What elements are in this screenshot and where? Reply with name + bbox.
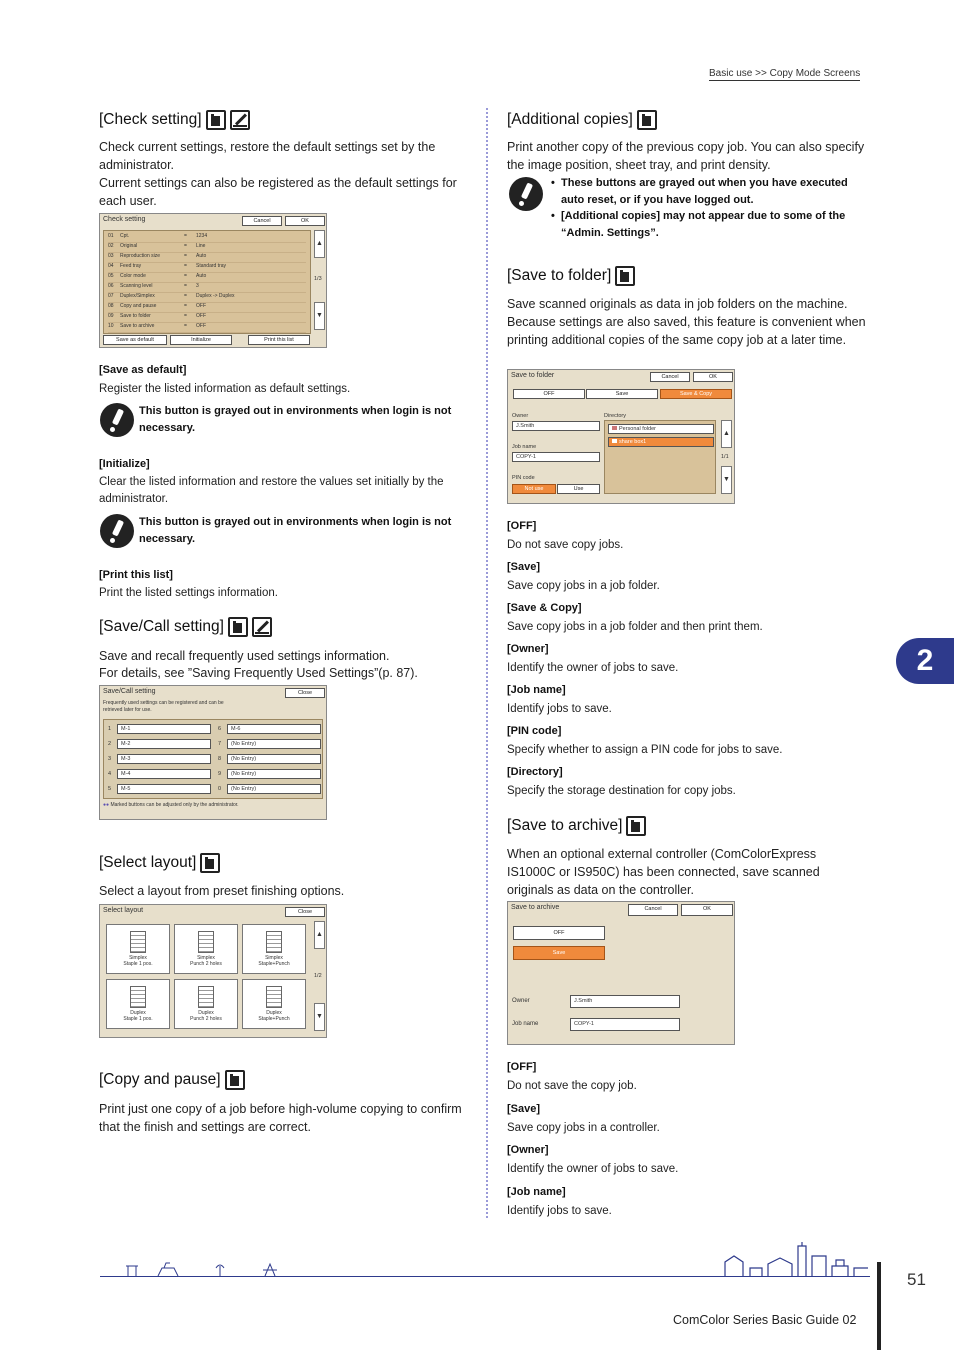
save-as-default-button[interactable]: Save as default [103, 335, 167, 345]
row-name: Save to folder [120, 313, 151, 319]
row-name: Duplex/Simplex [120, 293, 155, 299]
guide-title: ComColor Series Basic Guide 02 [673, 1313, 857, 1327]
row-value: 3 [196, 283, 199, 289]
row-number: 06 [108, 283, 114, 289]
row-number: 07 [108, 293, 114, 299]
breadcrumb: Basic use >> Copy Mode Screens [709, 68, 861, 79]
term-label: [PIN code] [507, 725, 562, 737]
layout-tile[interactable] [174, 924, 238, 974]
directory-personal-folder[interactable] [608, 424, 714, 434]
section-title-save-to-archive [507, 816, 646, 836]
layout-mode: Simplex [197, 955, 215, 961]
footnote-text: Marked buttons can be adjusted only by the administrator. [110, 802, 239, 808]
folder-icon [612, 426, 617, 430]
copy-mode-icon [637, 110, 657, 130]
setting-row [108, 233, 306, 243]
layout-tile[interactable] [106, 979, 170, 1029]
owner-label: Owner [512, 413, 529, 419]
admin-icon: ●● [103, 802, 110, 808]
memory-slot-number: 3 [108, 756, 112, 762]
section-title-copy-pause [99, 1070, 245, 1090]
row-equals: = [184, 283, 187, 289]
note-text: This button is grayed out in environments when login is not necessary. [139, 516, 452, 545]
copy-mode-icon [206, 110, 226, 130]
layout-mode: Duplex [130, 1010, 146, 1016]
row-equals: = [184, 253, 187, 259]
setting-row [108, 253, 306, 263]
memory-slot-button[interactable]: M-2 [117, 739, 211, 749]
row-value: Duplex -> Duplex [196, 293, 235, 299]
row-equals: = [184, 263, 187, 269]
folder-icon [612, 439, 617, 443]
setting-row [108, 293, 306, 303]
row-number: 10 [108, 323, 114, 329]
section-title-save-call [99, 617, 272, 637]
term-desc: Do not save copy jobs. [507, 539, 624, 551]
job-name-label: Job name [512, 1021, 539, 1027]
off-button[interactable]: OFF [513, 389, 585, 399]
row-equals: = [184, 303, 187, 309]
save-to-archive-screen [507, 901, 735, 1045]
memory-slot-number: 5 [108, 786, 112, 792]
screen-title: Check setting [103, 216, 146, 223]
scroll-up-button[interactable]: ▲ [721, 420, 732, 448]
section-title-text: [Copy and pause] [99, 1071, 221, 1088]
term-label: [Save] [507, 561, 541, 573]
scroll-down-button[interactable]: ▼ [314, 1003, 325, 1031]
setting-row [108, 323, 306, 333]
copy-mode-icon [615, 266, 635, 286]
note-icon [100, 514, 134, 548]
term-desc: Register the listed information as default settings. [99, 383, 351, 395]
section-title-text: [Save to folder] [507, 267, 612, 284]
term-label: [OFF] [507, 520, 537, 532]
layout-finish: Punch 2 holes [190, 961, 222, 967]
setting-row [108, 263, 306, 273]
layout-preview-icon [266, 986, 282, 1008]
footnote [103, 802, 239, 808]
row-value: Auto [196, 273, 207, 279]
layout-preview-icon [198, 931, 214, 953]
row-equals: = [184, 293, 187, 299]
footer-decoration-right [722, 1240, 872, 1278]
row-equals: = [184, 273, 187, 279]
footer-vertical-bar [877, 1262, 881, 1350]
term-label: [OFF] [507, 1061, 537, 1073]
memory-slot-number: 4 [108, 771, 112, 777]
setting-row [108, 313, 306, 323]
layout-preview-icon [130, 931, 146, 953]
term-desc: Identify the owner of jobs to save. [507, 662, 679, 674]
section-title-text: [Save/Call setting] [99, 618, 224, 635]
layout-mode: Simplex [129, 955, 147, 961]
layout-tile[interactable] [174, 979, 238, 1029]
screen-description: Frequently used settings can be registered and can be retrieved later for use. [103, 700, 224, 713]
row-value: OFF [196, 323, 206, 329]
row-value: Auto [196, 253, 207, 259]
settings-list [103, 230, 311, 334]
pin-code-label: PIN code [512, 475, 535, 481]
page-indicator: 1/3 [314, 276, 322, 282]
row-equals: = [184, 323, 187, 329]
edit-icon [230, 110, 250, 130]
setting-row [108, 303, 306, 313]
memory-slot-button[interactable]: M-5 [117, 784, 211, 794]
bullet: • [551, 210, 555, 222]
memory-slot-button[interactable]: M-3 [117, 754, 211, 764]
note-item-text: [Additional copies] may not appear due to some of the “Admin. Settings”. [561, 210, 846, 239]
pin-not-use-button[interactable]: Not use [512, 484, 556, 494]
note-text: This button is grayed out in environments when login is not necessary. [139, 405, 452, 434]
row-name: Reproduction size [120, 253, 161, 259]
term-desc: Save copy jobs in a job folder. [507, 580, 660, 592]
memory-slot-number: 7 [218, 741, 222, 747]
owner-label: Owner [512, 998, 530, 1004]
memory-slot-button[interactable]: (No Entry) [227, 784, 321, 794]
term-desc: Identify the owner of jobs to save. [507, 1163, 679, 1175]
page-indicator: 1/2 [314, 973, 322, 979]
term-desc: Specify the storage destination for copy jobs. [507, 785, 736, 797]
scroll-down-button[interactable]: ▼ [721, 466, 732, 494]
term-desc: Do not save the copy job. [507, 1080, 637, 1092]
section-title-text: [Select layout] [99, 854, 197, 871]
setting-row [108, 273, 306, 283]
screen-title: Save to folder [511, 372, 555, 379]
directory-name: share box1 [619, 439, 647, 445]
memory-slot-number: 6 [218, 726, 222, 732]
row-name: Color mode [120, 273, 146, 279]
memory-slot-button[interactable]: M-4 [117, 769, 211, 779]
scroll-up-button[interactable]: ▲ [314, 230, 325, 258]
layout-mode: Duplex [198, 1010, 214, 1016]
row-equals: = [184, 233, 187, 239]
scroll-up-button[interactable]: ▲ [314, 921, 325, 949]
save-call-body-2: For details, see ”Saving Frequently Used Settings”(p. 87). [99, 666, 418, 680]
term-label: [Owner] [507, 1144, 549, 1156]
layout-finish: Staple 1 pos. [123, 1016, 153, 1022]
layout-mode: Duplex [266, 1010, 282, 1016]
save-call-screen [99, 685, 327, 820]
section-title-text: [Additional copies] [507, 111, 633, 128]
layout-finish: Staple+Punch [258, 1016, 290, 1022]
memory-slot-button[interactable]: (No Entry) [227, 739, 321, 749]
check-setting-body-2: Current settings can also be registered as the default settings for each user. [99, 176, 457, 208]
chapter-tab: 2 [896, 638, 954, 684]
row-number: 08 [108, 303, 114, 309]
term-desc: Clear the listed information and restore the values set initially by the administrator. [99, 476, 444, 505]
memory-slot-button[interactable]: M-6 [227, 724, 321, 734]
term-label: [Directory] [507, 766, 563, 778]
layout-preview-icon [130, 986, 146, 1008]
row-value: OFF [196, 303, 206, 309]
note-icon [100, 403, 134, 437]
row-name: Save to archive [120, 323, 155, 329]
note-item-1 [551, 175, 871, 209]
row-name: Copy and pause [120, 303, 157, 309]
memory-slot-number: 0 [218, 786, 222, 792]
term-desc: Specify whether to assign a PIN code for jobs to save. [507, 744, 783, 756]
save-archive-body: When an optional external controller (ComColorExpress IS1000C or IS950C) has been connected, save scanned originals as data on the controller. [507, 847, 820, 897]
row-value: Standard tray [196, 263, 227, 269]
row-name: Scanning level [120, 283, 153, 289]
copy-pause-body: Print just one copy of a job before high-volume copying to confirm that the finish and settings are correct. [99, 1102, 462, 1134]
directory-list [604, 420, 716, 494]
section-title-check-setting [99, 110, 250, 130]
row-number: 03 [108, 253, 114, 259]
edit-icon [252, 617, 272, 637]
cancel-button[interactable]: Cancel [650, 372, 690, 382]
ok-button[interactable]: OK [693, 372, 733, 382]
layout-tile[interactable] [106, 924, 170, 974]
term-desc: Print the listed settings information. [99, 587, 278, 599]
note-item-text: These buttons are grayed out when you have executed auto reset, or if you have logged out. [561, 177, 848, 206]
layout-tile[interactable] [242, 979, 306, 1029]
term-print-this-list: [Print this list] [99, 569, 173, 581]
row-equals: = [184, 243, 187, 249]
screen-title: Save to archive [511, 904, 560, 911]
layout-mode: Simplex [265, 955, 283, 961]
note-item-2 [551, 208, 871, 242]
setting-row [108, 243, 306, 253]
term-label: [Job name] [507, 1185, 566, 1198]
term-initialize: [Initialize] [99, 458, 150, 470]
copy-mode-icon [200, 853, 220, 873]
term-desc: Identify jobs to save. [507, 703, 612, 715]
row-name: Original [120, 243, 138, 249]
term-desc: Identify jobs to save. [507, 1204, 612, 1217]
copy-mode-icon [228, 617, 248, 637]
bullet: • [551, 177, 555, 189]
cancel-button[interactable]: Cancel [242, 216, 282, 226]
row-number: 09 [108, 313, 114, 319]
off-button[interactable]: OFF [513, 926, 605, 940]
memory-slot-button[interactable]: M-1 [117, 724, 211, 734]
term-label: [Owner] [507, 643, 549, 655]
copy-mode-icon [225, 1070, 245, 1090]
job-name-field[interactable]: COPY-1 [570, 1018, 680, 1031]
memory-slot-number: 1 [108, 726, 112, 732]
row-value: Line [196, 243, 206, 249]
screen-title: Save/Call setting [103, 688, 156, 695]
check-setting-screen [99, 213, 327, 348]
memory-slot-button[interactable]: (No Entry) [227, 769, 321, 779]
page-indicator: 1/1 [721, 454, 729, 460]
row-value: OFF [196, 313, 206, 319]
additional-body: Print another copy of the previous copy job. You can also specify the image position, sheet tray, and print density. [507, 140, 865, 172]
initialize-button[interactable]: Initialize [170, 335, 232, 345]
row-number: 04 [108, 263, 114, 269]
footer-decoration-left [120, 1258, 290, 1278]
term-label: [Save & Copy] [507, 602, 582, 614]
select-layout-screen [99, 904, 327, 1038]
save-folder-body: Save scanned originals as data in job folders on the machine. Because settings are also saved, this feature is convenient when printing additional copies of the same copy job at a later time. [507, 297, 866, 347]
section-title-additional-copies [507, 110, 657, 130]
page-number: 51 [907, 1270, 926, 1289]
ok-button[interactable]: OK [681, 904, 733, 916]
term-desc: Save copy jobs in a job folder and then print them. [507, 621, 763, 633]
section-title-save-to-folder [507, 266, 635, 286]
row-name: Cpt. [120, 233, 130, 239]
owner-field[interactable]: J.Smith [512, 421, 600, 431]
memory-slot-number: 2 [108, 741, 112, 747]
job-name-field[interactable]: COPY-1 [512, 452, 600, 462]
memory-slot-number: 9 [218, 771, 222, 777]
owner-field[interactable]: J.Smith [570, 995, 680, 1008]
screen-title: Select layout [103, 907, 144, 914]
save-to-folder-screen [507, 369, 735, 504]
row-name: Feed tray [120, 263, 142, 269]
term-save-as-default: [Save as default] [99, 364, 187, 376]
print-this-list-button[interactable]: Print this list [248, 335, 310, 345]
section-title-text: [Save to archive] [507, 817, 623, 834]
row-value: 1234 [196, 233, 208, 239]
layout-finish: Staple+Punch [258, 961, 290, 967]
memory-slot-button[interactable]: (No Entry) [227, 754, 321, 764]
select-layout-body: Select a layout from preset finishing options. [99, 884, 345, 898]
layout-preview-icon [198, 986, 214, 1008]
pin-use-button[interactable]: Use [557, 484, 600, 494]
layout-finish: Punch 2 holes [190, 1016, 222, 1022]
section-title-text: [Check setting] [99, 111, 202, 128]
job-name-label: Job name [512, 444, 537, 450]
term-label: [Save] [507, 1102, 541, 1115]
memory-list [103, 719, 323, 799]
directory-share-box[interactable] [608, 437, 714, 447]
close-button[interactable]: Close [285, 688, 325, 698]
ok-button[interactable]: OK [285, 216, 325, 226]
layout-tile[interactable] [242, 924, 306, 974]
check-setting-body-1: Check current settings, restore the default settings set by the administrator. [99, 140, 436, 172]
row-number: 01 [108, 233, 114, 239]
close-button[interactable]: Close [285, 907, 325, 917]
scroll-down-button[interactable]: ▼ [314, 302, 325, 330]
row-number: 05 [108, 273, 114, 279]
layout-preview-icon [266, 931, 282, 953]
term-desc: Save copy jobs in a controller. [507, 1121, 660, 1134]
cancel-button[interactable]: Cancel [628, 904, 678, 916]
directory-name: Personal folder [619, 426, 656, 432]
note-icon [509, 177, 543, 211]
save-button[interactable]: Save [586, 389, 658, 399]
layout-finish: Staple 1 pos. [123, 961, 153, 967]
term-label: [Job name] [507, 684, 566, 696]
copy-mode-icon [626, 816, 646, 836]
row-equals: = [184, 313, 187, 319]
save-button[interactable]: Save [513, 946, 605, 960]
save-call-body-1: Save and recall frequently used settings information. [99, 649, 390, 663]
memory-slot-number: 8 [218, 756, 222, 762]
row-number: 02 [108, 243, 114, 249]
setting-row [108, 283, 306, 293]
section-title-select-layout [99, 853, 220, 873]
save-and-copy-button[interactable]: Save & Copy [660, 389, 732, 399]
column-divider [486, 108, 488, 1218]
directory-label: Directory [604, 413, 627, 419]
